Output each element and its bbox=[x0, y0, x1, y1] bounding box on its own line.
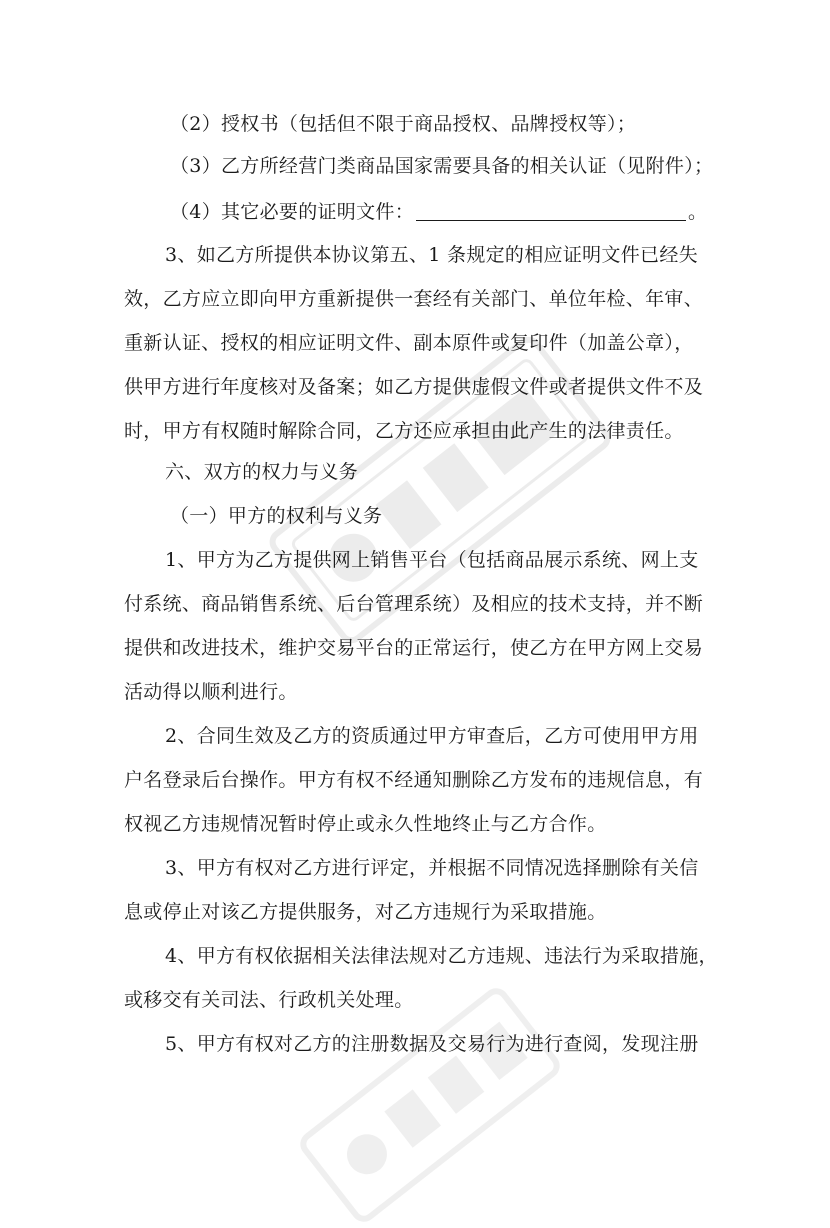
text-line: 2、合同生效及乙方的资质通过甲方审查后，乙方可使用甲方用 bbox=[165, 725, 699, 747]
fill-in-blank bbox=[416, 200, 686, 221]
text-line: 提供和改进技术，维护交易平台的正常运行，使乙方在甲方网上交易 bbox=[124, 637, 704, 659]
text-line-with-blank bbox=[170, 191, 830, 233]
section-heading: 六、双方的权力与义务 bbox=[165, 461, 359, 483]
subsection-heading: （一）甲方的权利与义务 bbox=[170, 505, 383, 527]
text-line: 3、甲方有权对乙方进行评定，并根据不同情况选择删除有关信 bbox=[165, 857, 699, 879]
text-line: 时，甲方有权随时解除合同，乙方还应承担由此产生的法律责任。 bbox=[124, 420, 684, 442]
text-line: 效，乙方应立即向甲方重新提供一套经有关部门、单位年检、年审、 bbox=[124, 288, 704, 310]
text-segment: 。 bbox=[688, 201, 708, 223]
text-segment: （4）其它必要的证明文件： bbox=[170, 201, 414, 223]
text-line: 供甲方进行年度核对及备案；如乙方提供虚假文件或者提供文件不及 bbox=[124, 376, 704, 398]
text-line: 或移交有关司法、行政机关处理。 bbox=[124, 989, 414, 1011]
text-line: 付系统、商品销售系统、后台管理系统）及相应的技术支持，并不断 bbox=[124, 593, 704, 615]
text-line: 1、甲方为乙方提供网上销售平台（包括商品展示系统、网上支 bbox=[165, 549, 699, 571]
text-line: （3）乙方所经营门类商品国家需要具备的相关认证（见附件）； bbox=[170, 155, 714, 177]
text-line: 5、甲方有权对乙方的注册数据及交易行为进行查阅，发现注册 bbox=[165, 1033, 699, 1055]
text-line: 3、如乙方所提供本协议第五、1 条规定的相应证明文件已经失 bbox=[165, 244, 698, 266]
text-line: 户名登录后台操作。甲方有权不经通知删除乙方发布的违规信息，有 bbox=[124, 769, 704, 791]
text-line: 息或停止对该乙方提供服务，对乙方违规行为采取措施。 bbox=[124, 901, 607, 923]
text-line: 4、甲方有权依据相关法律法规对乙方违规、违法行为采取措施， bbox=[165, 945, 718, 967]
text-line: 权视乙方违规情况暂时停止或永久性地终止与乙方合作。 bbox=[124, 813, 607, 835]
text-line: 活动得以顺利进行。 bbox=[124, 681, 298, 703]
text-line: 重新认证、授权的相应证明文件、副本原件或复印件（加盖公章）， bbox=[124, 332, 694, 354]
text-line: （2）授权书（包括但不限于商品授权、品牌授权等）； bbox=[170, 113, 637, 135]
